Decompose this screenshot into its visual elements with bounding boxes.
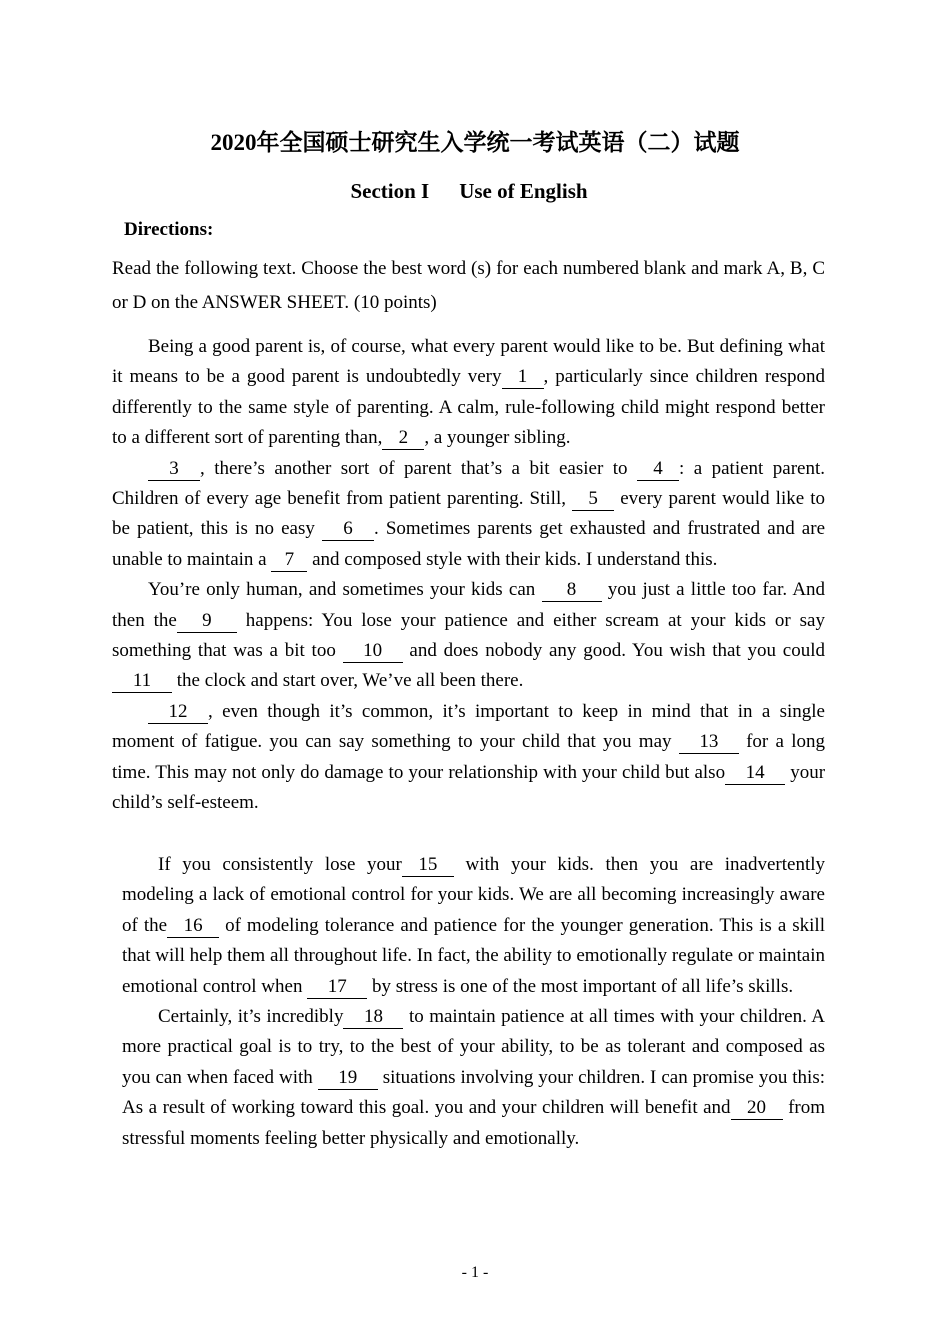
blank-11: 11 xyxy=(112,670,172,693)
blank-18: 18 xyxy=(343,1006,403,1029)
directions-label: Directions: xyxy=(124,219,214,240)
section-name: Use of English xyxy=(459,179,588,203)
page-number: - 1 - xyxy=(461,1264,489,1281)
paragraph-text: with your kids. then you are inadvertently modeling a lack of emotional control for your kids. We are all becoming increasingly aware of the xyxy=(122,854,825,936)
paragraph-text: Being a good parent is, of course, what every parent would like to be. But defining what it means to be a good parent is undoubtedly very xyxy=(112,336,825,388)
blank-2: 2 xyxy=(382,427,424,450)
paragraph-text: from stressful moments feeling better physically and emotionally. xyxy=(122,1097,825,1149)
paragraph-text: for a long time. This may not only do damage to your relationship with your child but also xyxy=(112,731,826,783)
paragraph-text: by stress is one of the most important of all life’s skills. xyxy=(371,975,794,997)
paragraph-text: every parent would like to be patient, this is no easy xyxy=(112,488,826,540)
paragraph-2 xyxy=(112,454,825,576)
paragraph-text: and does nobody any good. You wish that you could xyxy=(409,640,826,662)
paragraph-text: happens: You lose your patience and either scream at your kids or say something that was a bit too xyxy=(112,609,825,662)
paragraph-text: You’re only human, and sometimes your kids can xyxy=(148,579,536,601)
paragraph-3 xyxy=(112,575,825,697)
blank-20: 20 xyxy=(731,1097,783,1120)
blank-4: 4 xyxy=(637,458,679,481)
paragraph-1 xyxy=(112,332,825,454)
paragraph-text: to maintain patience at all times with your children. A more practical goal is to try, to the best of your ability, to be as tolerant and composed as you can when faced with xyxy=(122,1006,825,1088)
blank-17: 17 xyxy=(307,976,367,999)
paragraph-text: : a patient parent. Children of every age benefit from patient parenting. Still, xyxy=(112,457,826,510)
paragraph-text: , a younger sibling. xyxy=(424,427,571,449)
blank-16: 16 xyxy=(167,915,219,938)
paragraph-text: , even though it’s common, it’s important to keep in mind that in a single moment of fatigue. you can say something to your child that you may xyxy=(112,700,825,753)
blank-6: 6 xyxy=(322,518,374,541)
blank-13: 13 xyxy=(679,731,739,754)
blank-5: 5 xyxy=(572,488,614,511)
paragraph-text: you just a little too far. And then the xyxy=(112,579,826,631)
paragraph-text: situations involving your children. I can promise you this: As a result of working toward this goal. you and your children will benefit and xyxy=(122,1066,826,1119)
blank-15: 15 xyxy=(402,854,454,877)
passage-block-1 xyxy=(112,332,825,819)
blank-7: 7 xyxy=(271,549,307,572)
blank-10: 10 xyxy=(343,640,403,663)
section-number: Section I xyxy=(350,179,430,203)
paragraph-text: the clock and start over, We’ve all been there. xyxy=(176,670,524,692)
section-heading xyxy=(0,179,938,204)
paragraph-5 xyxy=(122,850,825,1002)
blank-3: 3 xyxy=(148,458,200,481)
blank-1: 1 xyxy=(502,366,544,389)
paragraph-text: Certainly, it’s incredibly xyxy=(158,1006,344,1028)
paragraph-4 xyxy=(112,697,825,819)
paragraph-text: of modeling tolerance and patience for the younger generation. This is a skill that will help them all throughout life. In fact, the ability to emotionally regulate or maintain emotional control when xyxy=(122,914,825,997)
passage-block-2 xyxy=(122,850,825,1154)
blank-19: 19 xyxy=(318,1067,378,1090)
paragraph-text: , there’s another sort of parent that’s a bit easier to xyxy=(200,457,628,479)
directions-text: Read the following text. Choose the best word (s) for each numbered blank and mark A, B, C or D on the ANSWER SHEET. (10 points) xyxy=(112,258,825,313)
paragraph-text: and composed style with their kids. I understand this. xyxy=(312,548,718,570)
blank-12: 12 xyxy=(148,701,208,724)
paragraph-text: If you consistently lose your xyxy=(158,854,402,875)
blank-14: 14 xyxy=(725,762,785,785)
paragraph-text: , particularly since children respond differently to the same style of parenting. A calm, rule-following child might respond better to a different sort of parenting than, xyxy=(112,366,825,449)
paragraph-6 xyxy=(122,1002,825,1154)
blank-8: 8 xyxy=(542,579,602,602)
paragraph-text: your child’s self-esteem. xyxy=(112,761,826,814)
exam-title: 2020年全国硕士研究生入学统一考试英语（二）试题 xyxy=(210,130,740,155)
paragraph-text: . Sometimes parents get exhausted and frustrated and are unable to maintain a xyxy=(112,518,826,570)
blank-9: 9 xyxy=(177,610,237,633)
